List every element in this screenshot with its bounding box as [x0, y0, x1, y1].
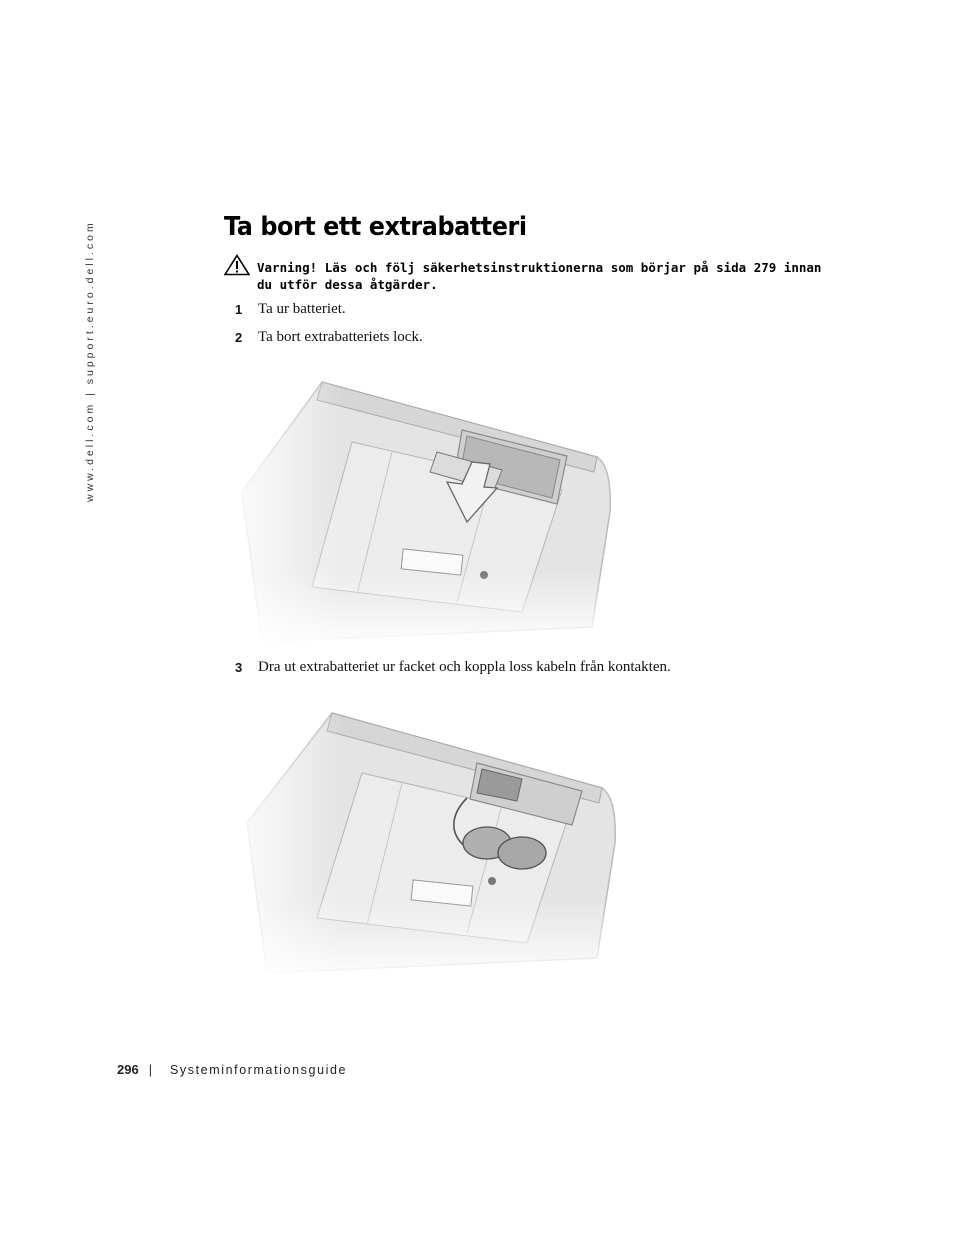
warning-text: Varning! Läs och följ säkerhetsinstruktionerna som börjar på sida 279 innan du utför dessa åtgärder. [257, 260, 822, 292]
footer-separator: | [148, 1063, 152, 1077]
page-title: Ta bort ett extrabatteri [224, 212, 527, 242]
step-number: 1 [235, 302, 243, 317]
step-number: 3 [235, 660, 243, 675]
warning-triangle-icon [224, 254, 250, 276]
step-text: Ta ur batteriet. [258, 301, 346, 317]
guide-title: Systeminformationsguide [169, 1063, 348, 1077]
battery-cover-illustration [222, 372, 622, 647]
page-number: 296 [117, 1062, 139, 1077]
page-footer [117, 1062, 347, 1077]
step-number: 2 [235, 330, 243, 345]
step-text: Dra ut extrabatteriet ur facket och koppla loss kabeln från kontakten. [258, 659, 671, 675]
side-url: www.dell.com | support.euro.dell.com [84, 220, 96, 502]
step-text: Ta bort extrabatteriets lock. [258, 329, 423, 345]
battery-removal-illustration [222, 703, 622, 983]
